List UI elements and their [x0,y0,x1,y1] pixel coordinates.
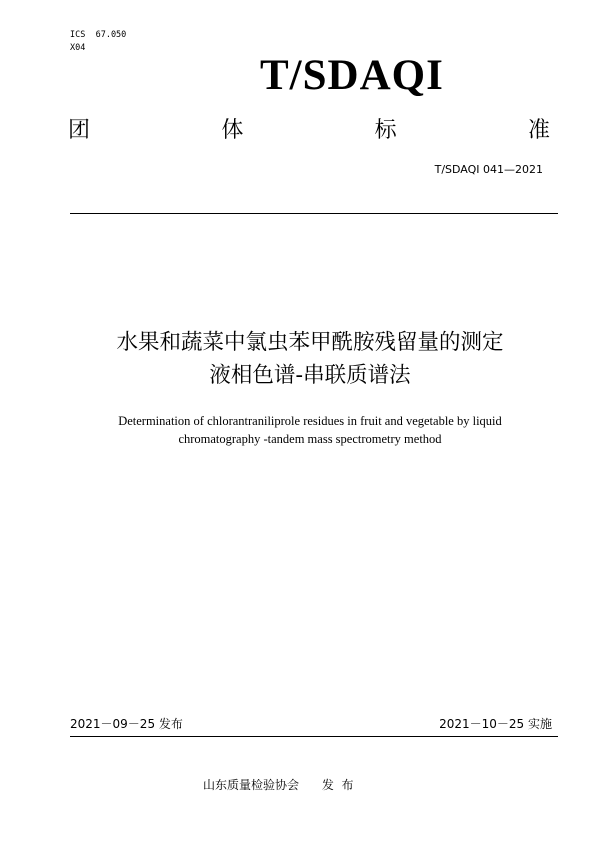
footer-divider [70,736,558,737]
publisher-line [203,777,354,793]
chinese-title [40,326,580,392]
standard-type-char: 准 [527,118,550,143]
english-title [70,412,550,448]
english-title-line-1: Determination of chlorantraniliprole residues in fruit and vegetable by liquid [118,414,502,428]
publisher-name: 山东质量检验协会 [203,778,300,792]
publish-label: 发 布 [321,778,354,792]
organization-code: T/SDAQI [260,52,444,99]
issue-date: 2021－09－25 发布 [70,717,183,731]
chinese-title-line-1: 水果和蔬菜中氯虫苯甲酰胺残留量的测定 [116,330,504,355]
standard-type-heading [68,116,550,146]
standard-number: T/SDAQI 041—2021 [434,163,543,176]
ccs-code: X04 [70,43,86,53]
header-divider [70,213,558,214]
english-title-line-2: chromatography -tandem mass spectrometry method [178,432,442,446]
ics-code: ICS 67.050 [70,30,127,40]
standard-type-char: 标 [374,118,397,143]
implementation-date: 2021－10－25 实施 [439,717,552,731]
standard-type-char: 团 [68,118,91,143]
chinese-title-line-2: 液相色谱-串联质谱法 [209,363,411,388]
classification-codes [70,29,126,55]
standard-type-char: 体 [221,118,244,143]
